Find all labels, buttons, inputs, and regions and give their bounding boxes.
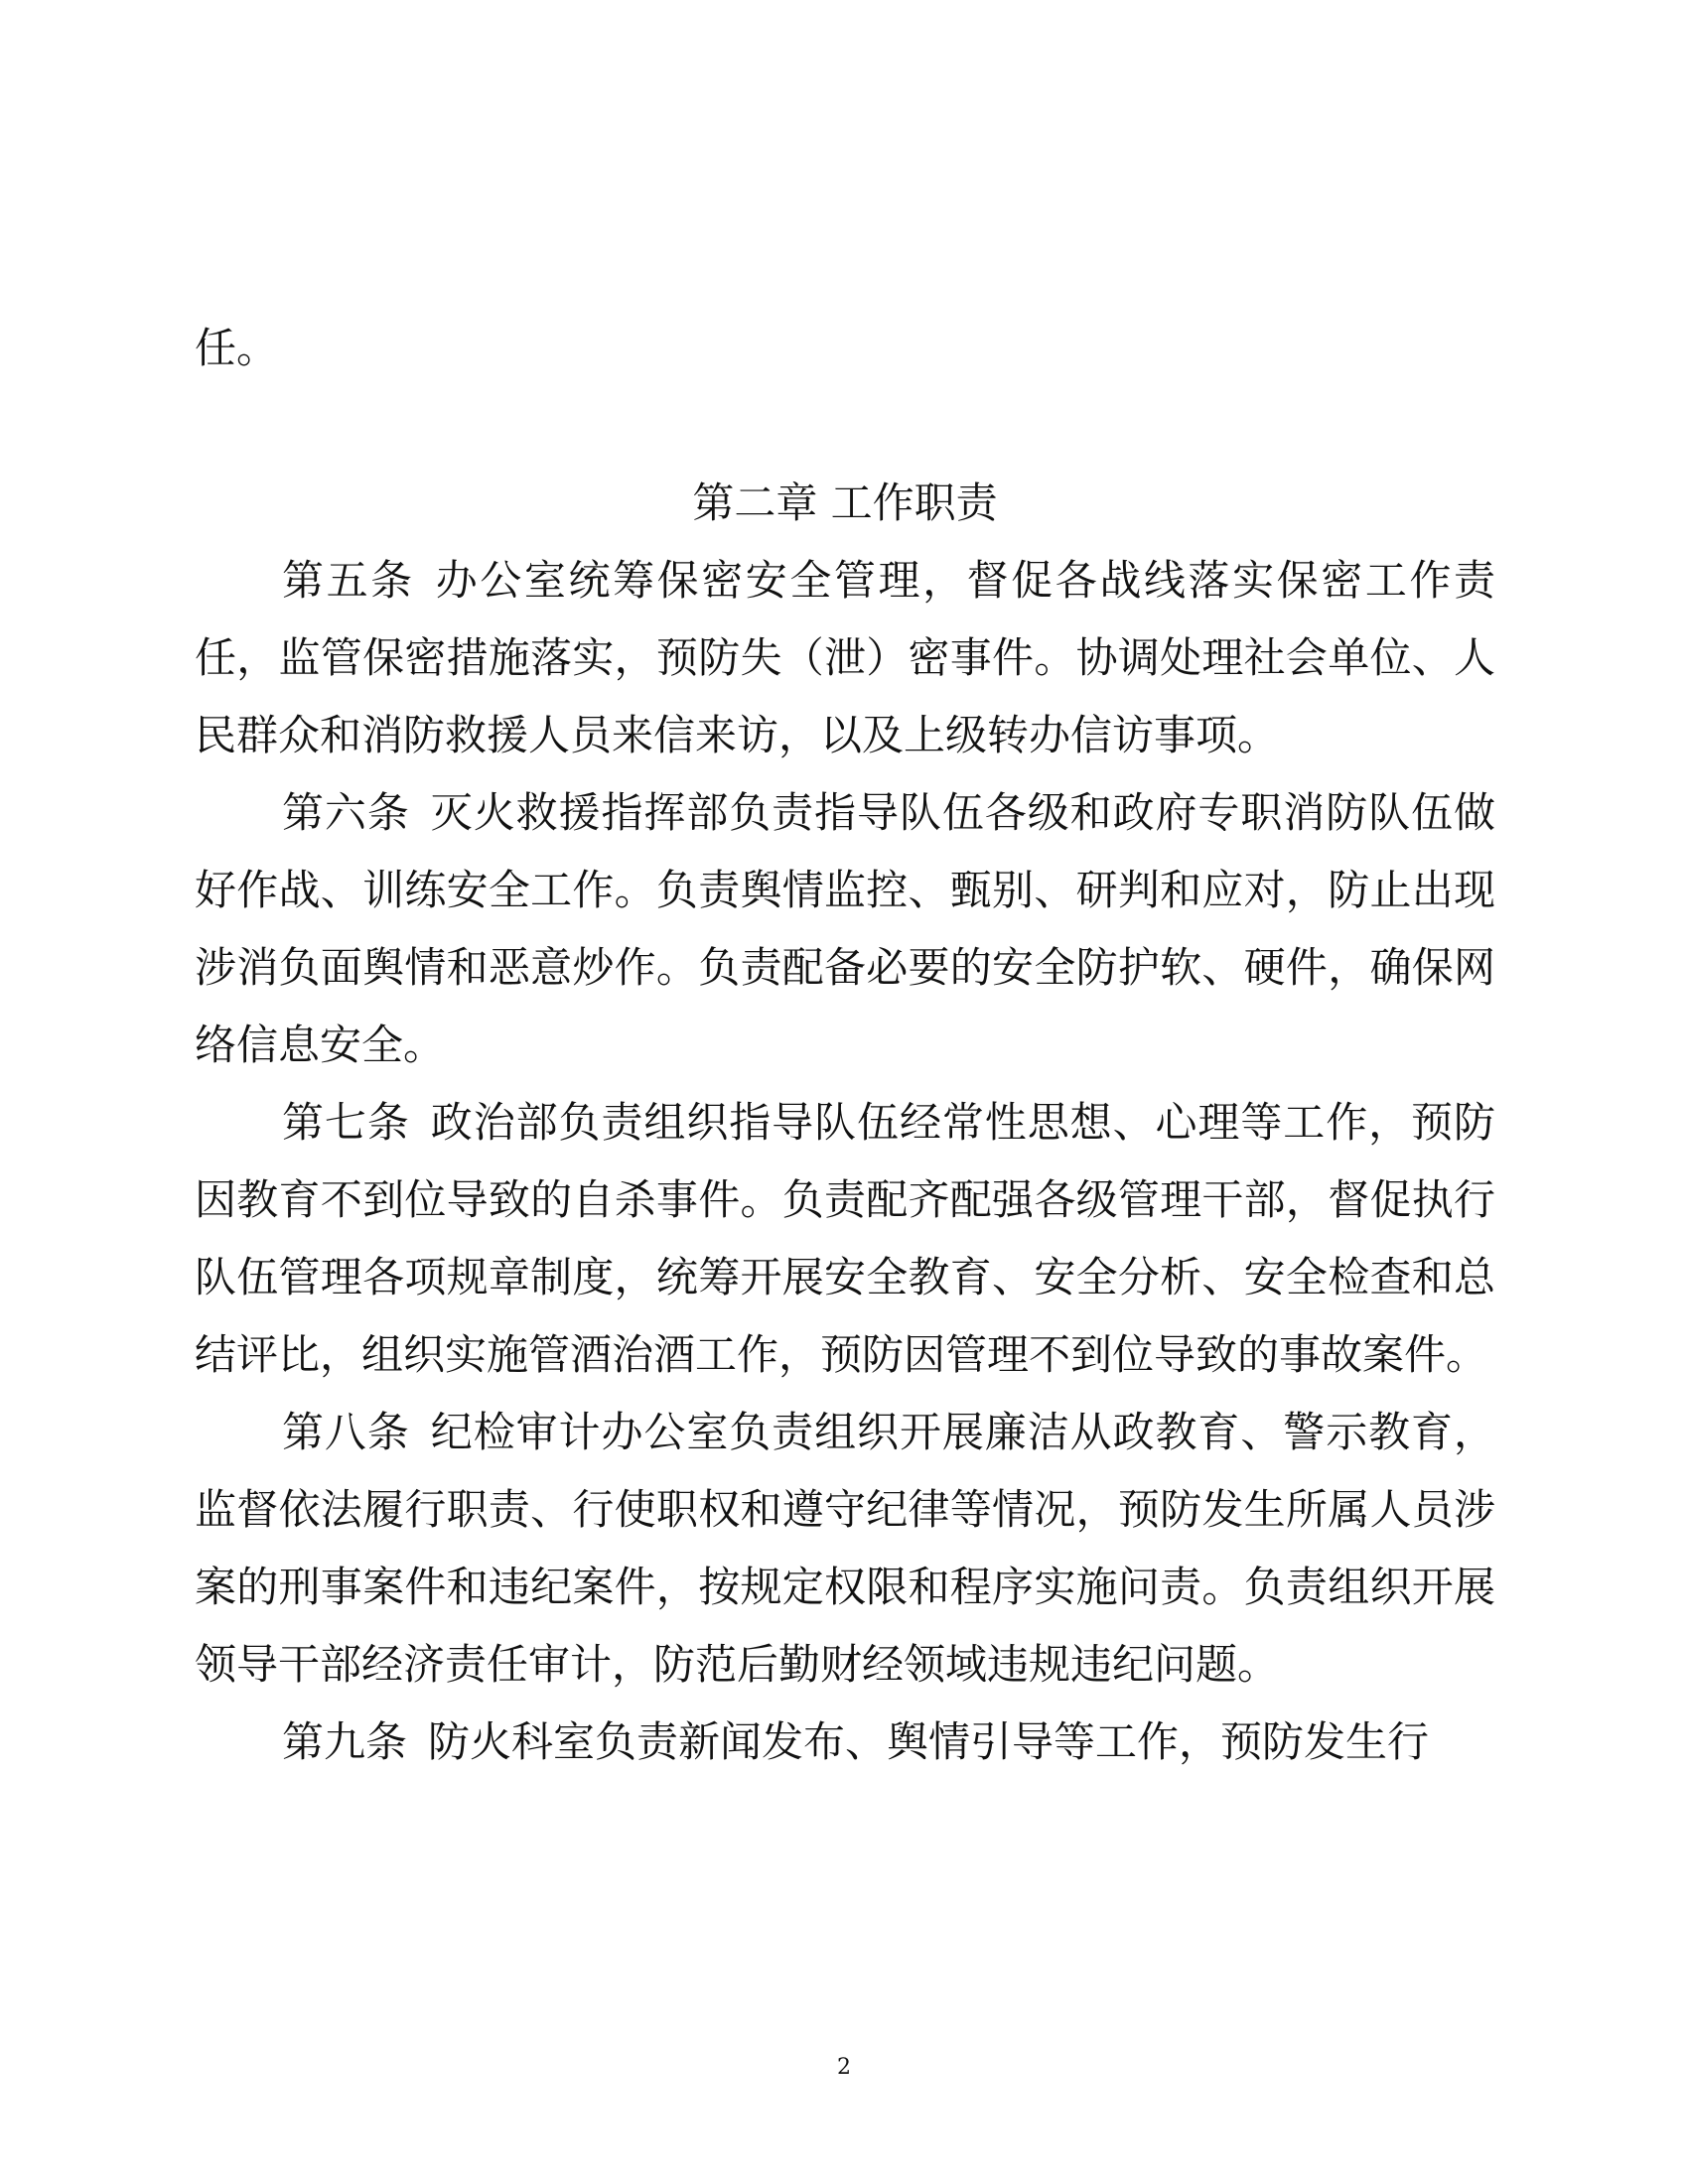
article-label: 第七条 xyxy=(282,1098,410,1147)
page-number: 2 xyxy=(837,2055,851,2080)
continued-paragraph: 任。 xyxy=(195,324,279,372)
article-text: 办公室统筹保密安全管理，督促各战线落实保密工作责任，监管保密措施落实，预防失（泄）密事件。协调处理社会单位、人民群众和消防救援人员来信来访，以及上级转办信访事项。 xyxy=(195,556,1495,759)
article-7 xyxy=(195,1084,1495,1394)
article-text: 政治部负责组织指导队伍经常性思想、心理等工作，预防因教育不到位导致的自杀事件。负责配齐配强各级管理干部，督促执行队伍管理各项规章制度，统筹开展安全教育、安全分析、安全检查和总结评比，组织实施管酒治酒工作，预防因管理不到位导致的事故案件。 xyxy=(195,1098,1495,1379)
article-text: 防火科室负责新闻发布、舆情引导等工作，预防发生行 xyxy=(428,1717,1430,1766)
article-6 xyxy=(195,774,1495,1084)
article-label: 第六条 xyxy=(282,788,410,837)
chapter-heading: 第二章 工作职责 xyxy=(692,478,998,527)
article-text: 纪检审计办公室负责组织开展廉洁从政教育、警示教育，监督依法履行职责、行使职权和遵守纪律等情况，预防发生所属人员涉案的刑事案件和违纪案件，按规定权限和程序实施问责。负责组织开展领导干部经济责任审计，防范后勤财经领域违规违纪问题。 xyxy=(195,1408,1495,1689)
article-label: 第五条 xyxy=(282,556,415,605)
article-8 xyxy=(195,1394,1495,1704)
article-label: 第九条 xyxy=(282,1717,408,1766)
document-body xyxy=(195,310,1495,1781)
article-9 xyxy=(195,1704,1495,1781)
article-label: 第八条 xyxy=(282,1408,410,1456)
article-5 xyxy=(195,542,1495,774)
article-text: 灭火救援指挥部负责指导队伍各级和政府专职消防队伍做好作战、训练安全工作。负责舆情监控、甄别、研判和应对，防止出现涉消负面舆情和恶意炒作。负责配备必要的安全防护软、硬件，确保网络信息安全。 xyxy=(195,788,1495,1069)
